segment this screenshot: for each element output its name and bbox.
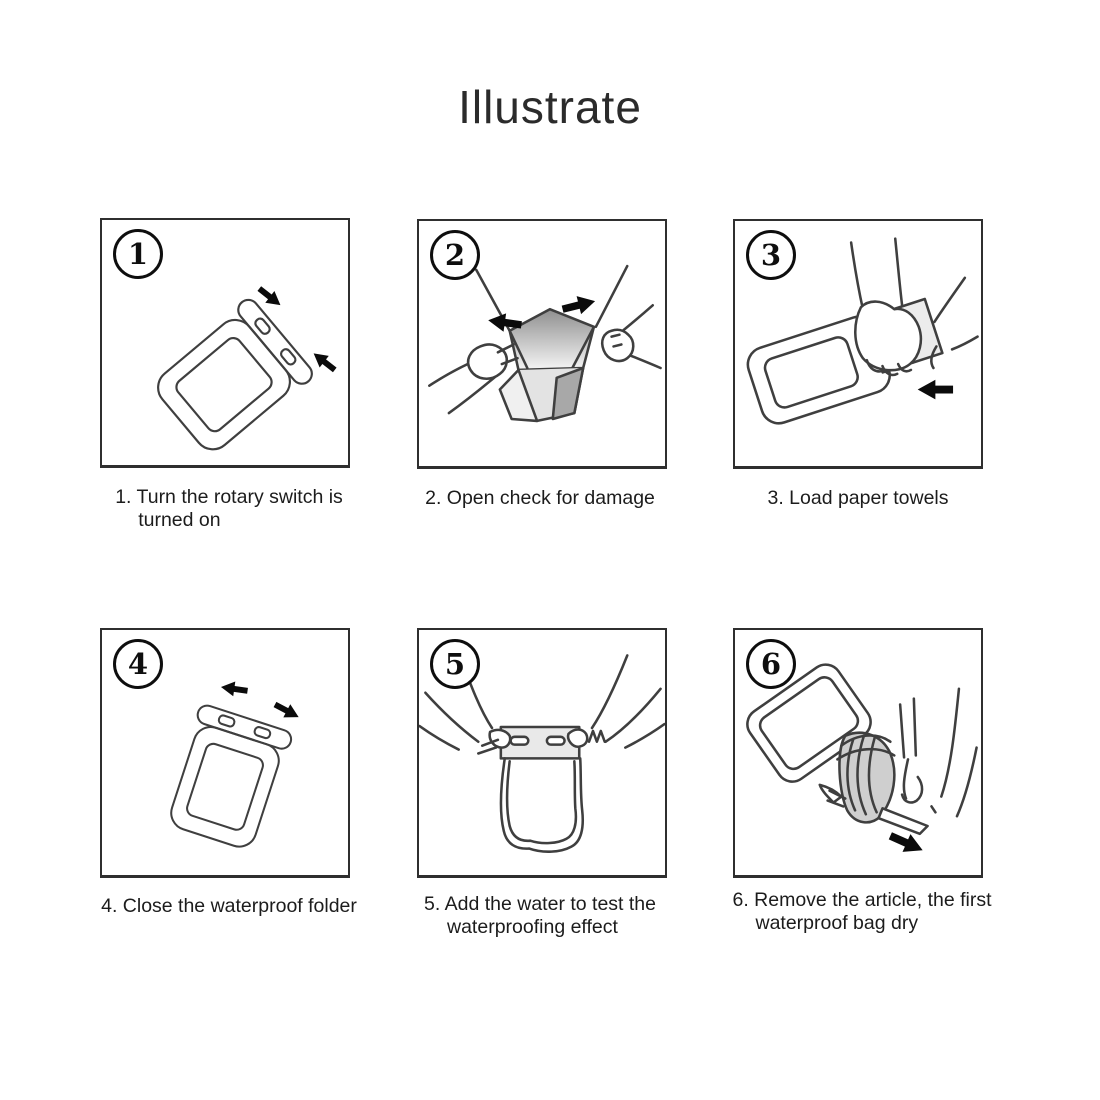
caption-line: 1. Turn the rotary switch is <box>115 486 343 508</box>
knuckle-marks <box>589 731 605 742</box>
step-caption-4 <box>101 895 357 918</box>
step-panel-3 <box>733 219 983 469</box>
upper-arm-line <box>851 243 863 310</box>
pouch-outline <box>147 296 315 461</box>
caption-line: waterproof bag dry <box>755 912 919 934</box>
direction-arrow-icons <box>255 283 340 376</box>
right-arm-line <box>934 278 964 322</box>
step-panel-5 <box>417 628 667 878</box>
right-fingers <box>568 729 587 746</box>
step-panel-2 <box>417 219 667 469</box>
step-number-badge: 4 <box>113 639 163 689</box>
pouch-outline <box>162 703 293 852</box>
right-fingers <box>900 699 916 758</box>
page-title: Illustrate <box>458 81 642 133</box>
caption-line: 4. Close the waterproof folder <box>101 895 357 917</box>
step-caption-2 <box>425 487 655 510</box>
pouch-body <box>501 758 583 851</box>
caption-line: turned on <box>138 509 221 531</box>
step-caption-5 <box>424 893 656 939</box>
left-fingers <box>490 730 510 748</box>
step-caption-6 <box>732 889 991 935</box>
cord-line <box>596 266 627 327</box>
pouch-mouth-opening <box>510 309 594 370</box>
caption-line: 5. Add the water to test the <box>424 893 656 915</box>
step-panel-6 <box>733 628 983 878</box>
step-panel-4 <box>100 628 350 878</box>
step-number-badge: 6 <box>746 639 796 689</box>
article-item <box>879 808 928 833</box>
direction-arrow-icon <box>918 380 953 400</box>
caption-line: 6. Remove the article, the first <box>732 889 992 911</box>
step-caption-3 <box>767 487 948 510</box>
direction-arrow-icons <box>220 680 302 724</box>
step-panel-1 <box>100 218 350 468</box>
caption-line: 2. Open check for damage <box>425 487 655 509</box>
step-number-badge: 3 <box>746 230 796 280</box>
step-caption-1 <box>115 486 343 532</box>
right-arm-line <box>592 655 627 728</box>
caption-line: 3. Load paper towels <box>767 487 949 509</box>
step-number-badge: 1 <box>113 229 163 279</box>
right-arm-line <box>941 689 959 797</box>
caption-line: waterproofing effect <box>447 916 618 938</box>
step-number-badge: 2 <box>430 230 480 280</box>
step-number-badge: 5 <box>430 639 480 689</box>
